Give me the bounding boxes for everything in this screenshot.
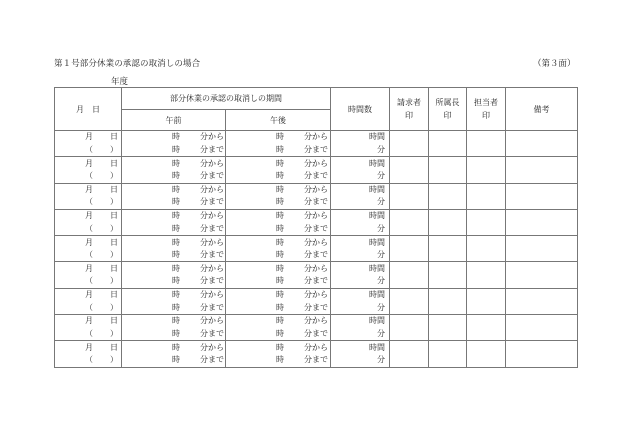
header-hours: 時間数 <box>331 88 390 131</box>
pm-period-cell[interactable]: 時 分から 時 分まで <box>226 262 331 288</box>
header-pm: 午後 <box>226 110 331 131</box>
hours-cell[interactable]: 時間 分 <box>331 315 390 341</box>
header-dept-head: 所属長 印 <box>429 88 467 131</box>
requester-seal-cell[interactable] <box>390 183 429 209</box>
table-row <box>55 157 578 183</box>
hours-cell[interactable]: 時間 分 <box>331 209 390 235</box>
requester-seal-cell[interactable] <box>390 209 429 235</box>
staff-seal-cell[interactable] <box>467 131 506 157</box>
hours-cell[interactable]: 時間 分 <box>331 236 390 262</box>
date-cell[interactable]: 月 日 （ ） <box>55 157 122 183</box>
dept-head-seal-cell[interactable] <box>429 236 467 262</box>
header-date: 月 日 <box>55 88 122 131</box>
remarks-cell[interactable] <box>506 183 578 209</box>
am-period-cell[interactable]: 時 分から 時 分まで <box>122 209 226 235</box>
requester-seal-cell[interactable] <box>390 341 429 367</box>
fiscal-year-label: 年度 <box>110 77 128 87</box>
requester-seal-cell[interactable] <box>390 157 429 183</box>
pm-period-cell[interactable]: 時 分から 時 分まで <box>226 183 331 209</box>
form-title: 第１号部分休業の承認の取消しの場合 <box>54 59 201 69</box>
staff-seal-cell[interactable] <box>467 209 506 235</box>
table-row <box>55 209 578 235</box>
requester-seal-cell[interactable] <box>390 236 429 262</box>
pm-period-cell[interactable]: 時 分から 時 分まで <box>226 315 331 341</box>
requester-seal-cell[interactable] <box>390 288 429 314</box>
am-period-cell[interactable]: 時 分から 時 分まで <box>122 288 226 314</box>
table-row <box>55 315 578 341</box>
header-am: 午前 <box>122 110 226 131</box>
header-requester: 請求者 印 <box>390 88 429 131</box>
staff-seal-cell[interactable] <box>467 315 506 341</box>
staff-seal-cell[interactable] <box>467 183 506 209</box>
staff-seal-cell[interactable] <box>467 157 506 183</box>
date-cell[interactable]: 月 日 （ ） <box>55 315 122 341</box>
pm-period-cell[interactable]: 時 分から 時 分まで <box>226 236 331 262</box>
pm-period-cell[interactable]: 時 分から 時 分まで <box>226 209 331 235</box>
table-row <box>55 341 578 367</box>
date-cell[interactable]: 月 日 （ ） <box>55 262 122 288</box>
pm-period-cell[interactable]: 時 分から 時 分まで <box>226 288 331 314</box>
staff-seal-cell[interactable] <box>467 341 506 367</box>
date-cell[interactable]: 月 日 （ ） <box>55 288 122 314</box>
remarks-cell[interactable] <box>506 288 578 314</box>
hours-cell[interactable]: 時間 分 <box>331 157 390 183</box>
remarks-cell[interactable] <box>506 209 578 235</box>
am-period-cell[interactable]: 時 分から 時 分まで <box>122 157 226 183</box>
table-row <box>55 236 578 262</box>
requester-seal-cell[interactable] <box>390 262 429 288</box>
remarks-cell[interactable] <box>506 315 578 341</box>
am-period-cell[interactable]: 時 分から 時 分まで <box>122 183 226 209</box>
header-staff: 担当者 印 <box>467 88 506 131</box>
pm-period-cell[interactable]: 時 分から 時 分まで <box>226 131 331 157</box>
hours-cell[interactable]: 時間 分 <box>331 262 390 288</box>
table-row <box>55 288 578 314</box>
am-period-cell[interactable]: 時 分から 時 分まで <box>122 236 226 262</box>
header-period: 部分休業の承認の取消しの期間 <box>122 88 331 110</box>
cancellation-table <box>54 87 578 368</box>
date-cell[interactable]: 月 日 （ ） <box>55 183 122 209</box>
staff-seal-cell[interactable] <box>467 288 506 314</box>
hours-cell[interactable]: 時間 分 <box>331 288 390 314</box>
dept-head-seal-cell[interactable] <box>429 315 467 341</box>
hours-cell[interactable]: 時間 分 <box>331 341 390 367</box>
date-cell[interactable]: 月 日 （ ） <box>55 131 122 157</box>
dept-head-seal-cell[interactable] <box>429 288 467 314</box>
hours-cell[interactable]: 時間 分 <box>331 183 390 209</box>
staff-seal-cell[interactable] <box>467 236 506 262</box>
table-row <box>55 262 578 288</box>
dept-head-seal-cell[interactable] <box>429 262 467 288</box>
remarks-cell[interactable] <box>506 262 578 288</box>
dept-head-seal-cell[interactable] <box>429 131 467 157</box>
remarks-cell[interactable] <box>506 341 578 367</box>
dept-head-seal-cell[interactable] <box>429 341 467 367</box>
table-row <box>55 183 578 209</box>
requester-seal-cell[interactable] <box>390 315 429 341</box>
page-label: （第３面） <box>533 59 576 69</box>
date-cell[interactable]: 月 日 （ ） <box>55 236 122 262</box>
remarks-cell[interactable] <box>506 131 578 157</box>
pm-period-cell[interactable]: 時 分から 時 分まで <box>226 341 331 367</box>
hours-cell[interactable]: 時間 分 <box>331 131 390 157</box>
table-row <box>55 131 578 157</box>
am-period-cell[interactable]: 時 分から 時 分まで <box>122 262 226 288</box>
requester-seal-cell[interactable] <box>390 131 429 157</box>
dept-head-seal-cell[interactable] <box>429 157 467 183</box>
am-period-cell[interactable]: 時 分から 時 分まで <box>122 315 226 341</box>
date-cell[interactable]: 月 日 （ ） <box>55 209 122 235</box>
remarks-cell[interactable] <box>506 157 578 183</box>
dept-head-seal-cell[interactable] <box>429 209 467 235</box>
am-period-cell[interactable]: 時 分から 時 分まで <box>122 341 226 367</box>
pm-period-cell[interactable]: 時 分から 時 分まで <box>226 157 331 183</box>
date-cell[interactable]: 月 日 （ ） <box>55 341 122 367</box>
dept-head-seal-cell[interactable] <box>429 183 467 209</box>
staff-seal-cell[interactable] <box>467 262 506 288</box>
am-period-cell[interactable]: 時 分から 時 分まで <box>122 131 226 157</box>
remarks-cell[interactable] <box>506 236 578 262</box>
header-remarks: 備考 <box>506 88 578 131</box>
